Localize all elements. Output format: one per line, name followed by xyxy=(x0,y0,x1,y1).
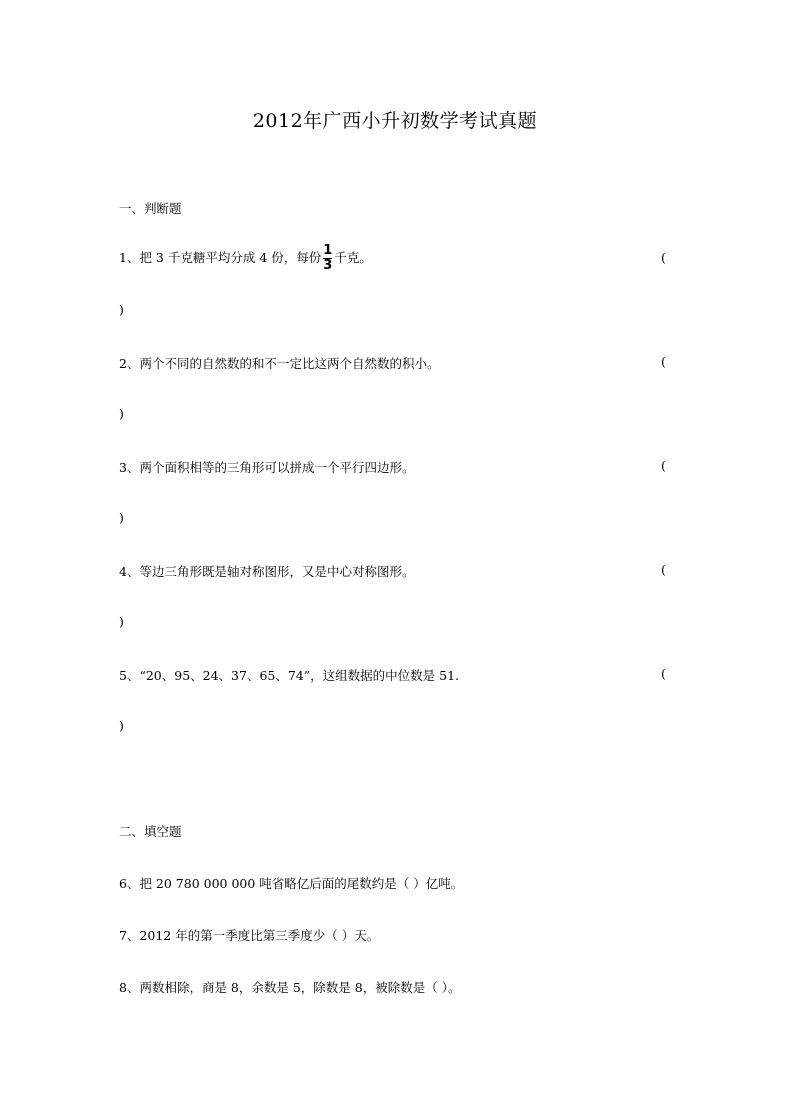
question-3: 3、两个面积相等的三角形可以拼成一个平行四边形。 xyxy=(119,460,415,475)
answer-paren-close-1: ) xyxy=(119,302,124,317)
answer-paren-close-4: ) xyxy=(119,614,124,629)
fraction-one-third xyxy=(323,245,332,272)
page-title: 2012年广西小升初数学考试真题 xyxy=(252,110,538,132)
answer-paren-close-2: ) xyxy=(119,406,124,421)
question-1-text: 1、把 3 千克糖平均分成 4 份，每份 xyxy=(119,250,322,265)
answer-paren-open-5: ( xyxy=(661,666,666,681)
answer-paren-open-4: ( xyxy=(661,562,666,577)
question-8: 8、两数相除，商是 8，余数是 5，除数是 8，被除数是（ ）。 xyxy=(119,980,461,995)
section-heading-fill-blank: 二、填空题 xyxy=(119,824,182,839)
question-2: 2、两个不同的自然数的和不一定比这两个自然数的积小。 xyxy=(119,356,440,371)
answer-paren-open-1: ( xyxy=(661,250,666,265)
answer-paren-close-5: ) xyxy=(119,718,124,733)
question-1-text-end: 千克。 xyxy=(334,250,372,265)
question-6: 6、把 20 780 000 000 吨省略亿后面的尾数约是（ ）亿吨。 xyxy=(119,876,464,891)
fraction-numerator: 1 xyxy=(323,243,333,258)
answer-paren-open-3: ( xyxy=(661,458,666,473)
answer-paren-close-3: ) xyxy=(119,510,124,525)
question-1 xyxy=(119,241,372,275)
question-7: 7、2012 年的第一季度比第三季度少（ ）天。 xyxy=(119,928,380,943)
question-4: 4、等边三角形既是轴对称图形，又是中心对称图形。 xyxy=(119,564,415,579)
fraction-denominator: 3 xyxy=(323,258,333,273)
answer-paren-open-2: ( xyxy=(661,354,666,369)
question-5: 5、“20、95、24、37、65、74”，这组数据的中位数是 51. xyxy=(119,668,460,683)
section-heading-judgment: 一、判断题 xyxy=(119,201,182,216)
